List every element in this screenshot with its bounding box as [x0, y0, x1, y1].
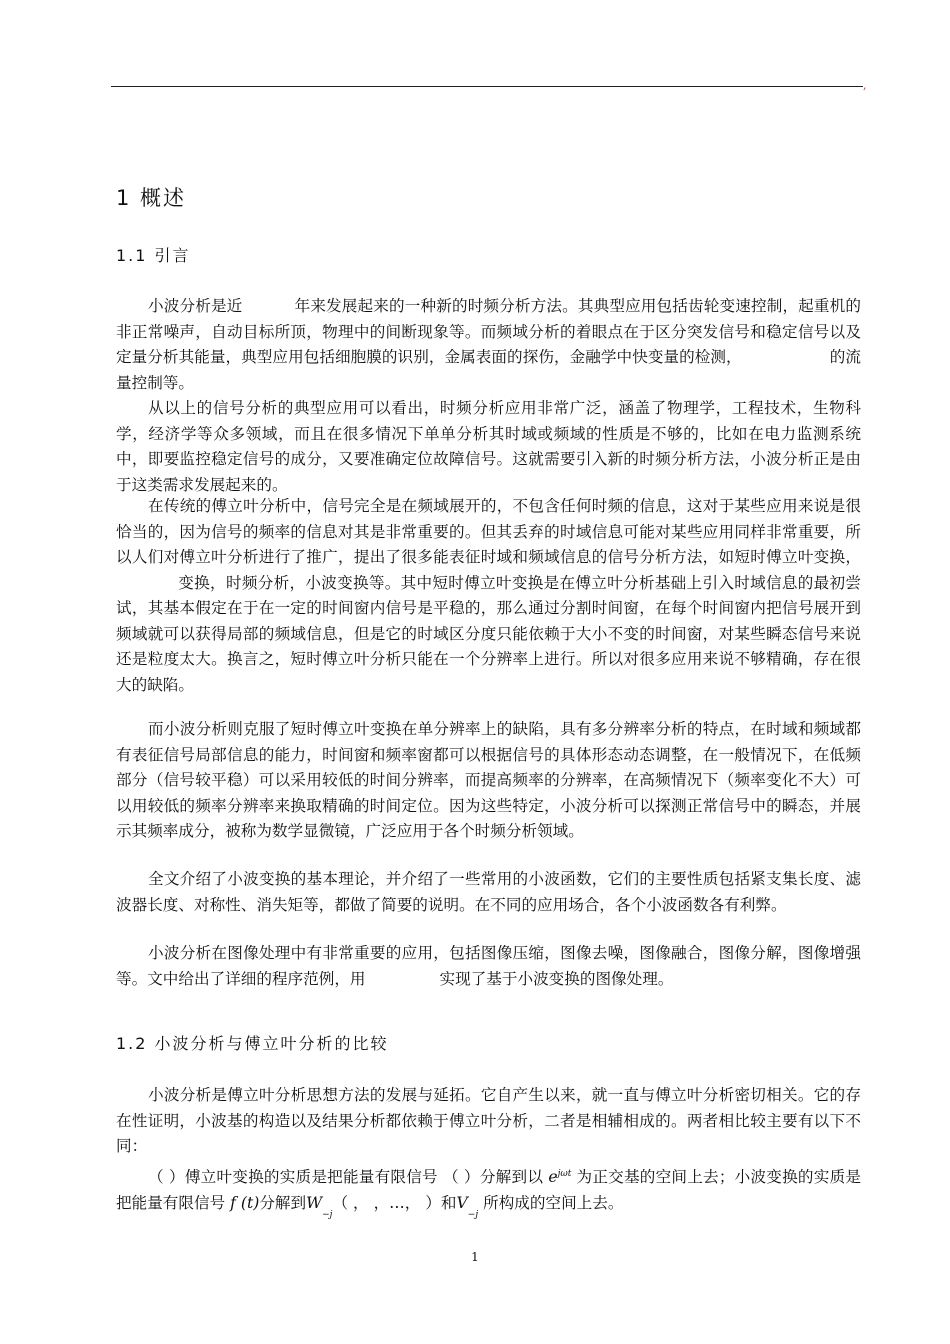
section-1-2-heading: 1.2 小波分析与傅立叶分析的比较	[116, 1034, 389, 1053]
section-1-heading: 1 概述	[116, 186, 187, 210]
paragraph-1-2-1: 小波分析是傅立叶分析思想方法的发展与延拓。它自产生以来，就一直与傅立叶分析密切相关。它的存在性证明，小波基的构造以及结果分析都依赖于傅立叶分析，二者是相辅相成的。两者相比较主要有以下不同：	[116, 1086, 861, 1155]
paragraph-1-1-6: 小波分析在图像处理中有非常重要的应用，包括图像压缩，图像去噪，图像融合，图像分解，图像增强等。文中给出了详细的程序范例，用 实现了基于小波变换的图像处理。	[116, 944, 861, 988]
paragraph-1-1-5: 全文介绍了小波变换的基本理论，并介绍了一些常用的小波函数，它们的主要性质包括紧支集长度、滤波器长度、对称性、消失矩等，都做了简要的说明。在不同的应用场合，各个小波函数各有利弊。	[116, 870, 861, 914]
ft-formula: f (t)	[230, 1193, 260, 1212]
paragraph-1-1-1: 小波分析是近 年来发展起来的一种新的时频分析方法。其典型应用包括齿轮变速控制，起重机的非正常噪声，自动目标所顶，物理中的间断现象等。而频域分析的着眼点在于区分突发信号和稳定信号以及定量分析其能量，典型应用包括细胞膜的识别，金属表面的探伤，金融学中快变量的检测， 的流量控制等。	[116, 297, 861, 392]
paragraph-1-1-3: 在传统的傅立叶分析中，信号完全是在频域展开的，不包含任何时频的信息，这对于某些应用来说是很恰当的，因为信号的频率的信息对其是非常重要的。但其丢弃的时域信息可能对某些应用同样非常重要，所以人们对傅立叶分析进行了推广，提出了很多能表征时域和频域信息的信号分析方法，如短时傅立叶变换，变换，时频分析，小波变换等。其中短时傅立叶变换是在傅立叶分析基础上引入时域信息的最初尝试，其基本假定在于在一定的时间窗内信号是平稳的，那么通过分割时间窗，在每个时间窗内把信号展开到频域就可以获得局部的频域信息，但是它的时域区分度只能依赖于大小不变的时间窗，对某些瞬态信号来说还是粒度太大。换言之，短时傅立叶分析只能在一个分辨率上进行。所以对很多应用来说不够精确，存在很大的缺陷。	[116, 497, 861, 694]
page-number: 1	[471, 1250, 479, 1264]
paragraph-1-2-2: （ ）傅立叶变换的实质是把能量有限信号 （ ）分解到以 $e^{j\omega t}$ 为正交基的空间上去；小波变换的实质是把能量有限信号 f (t)分解到$W_{-j}$（ ， ，…， ）和$V_{-j}$ 所构成的空间上去。	[116, 1168, 861, 1220]
header-mark: ,	[863, 79, 867, 92]
exp-basis-formula: $e^{j\omega t}$	[548, 1168, 572, 1186]
header-rule	[111, 86, 863, 87]
w-space-formula: $W_{-j}$	[306, 1193, 333, 1220]
v-space-formula: $V_{-j}$	[456, 1193, 479, 1220]
paragraph-1-1-2: 从以上的信号分析的典型应用可以看出，时频分析应用非常广泛，涵盖了物理学，工程技术，生物科学，经济学等众多领域，而且在很多情况下单单分析其时域或频域的性质是不够的，比如在电力监测系统中，即要监控稳定信号的成分，又要准确定位故障信号。这就需要引入新的时频分析方法，小波分析正是由于这类需求发展起来的。	[116, 399, 861, 494]
paragraph-1-1-4: 而小波分析则克服了短时傅立叶变换在单分辨率上的缺陷，具有多分辨率分析的特点，在时域和频域都有表征信号局部信息的能力，时间窗和频率窗都可以根据信号的具体形态动态调整，在一般情况下，在低频部分（信号较平稳）可以采用较低的时间分辨率，而提高频率的分辨率，在高频情况下（频率变化不大）可以用较低的频率分辨率来换取精确的时间定位。因为这些特定，小波分析可以探测正常信号中的瞬态，并展示其频率成分，被称为数学显微镜，广泛应用于各个时频分析领域。	[116, 720, 861, 840]
section-1-1-heading: 1.1 引言	[116, 246, 191, 265]
